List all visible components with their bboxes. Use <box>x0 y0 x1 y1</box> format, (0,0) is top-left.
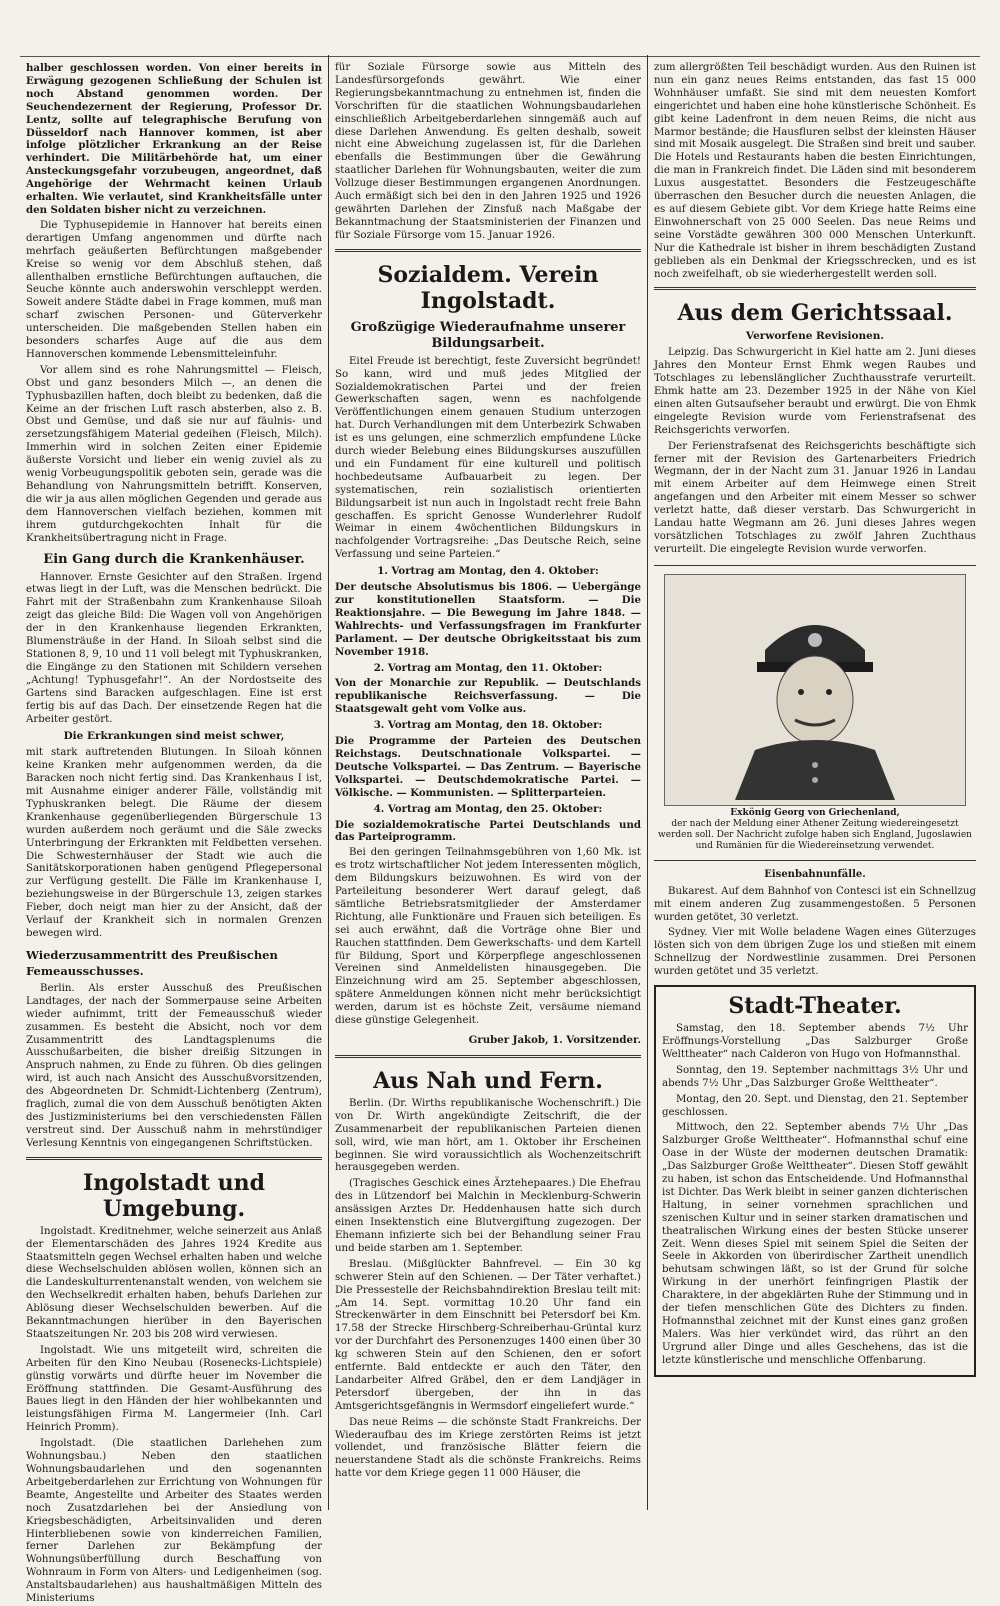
article-text: Leipzig. Das Schwurgericht in Kiel hatte am 2. Juni dieses Jahres den Monteur Ernst Ehmk wegen Raubes und Totschlages zu lebenslänglicher Zuchthausstrafe verurteilt. Ehmk hatte am 23. Dezember 1925 in der Nähe von Kiel einen alten Gutsaufseher beraubt und erwürgt. Die von Ehmk eingelegte Revision wurde vom Ferienstrafsenat des Reichsgerichts verworfen. <box>654 347 976 436</box>
article-text: Ingolstadt. Kreditnehmer, welche seinerzeit aus Anlaß der Elementarschäden des Jahres 1924 Kredite aus Staatsmitteln gegen Wechsel erhalten haben und welche diese Wechselschulden ablösen wollen, können sich an die Landeskulturrentenanstalt wenden, von welchem sie den Wechselkredit erhalten haben, behufs Darlehen zur Ablösung dieser Wechselschulden bewerben. Auf die Bekanntmachungen hierüber in den Bayerischen Staatszeitungen Nr. 203 bis 208 wird verwiesen. <box>26 1225 322 1340</box>
lecture-title: 4. Vortrag am Montag, den 25. Oktober: <box>373 802 603 815</box>
image-caption <box>654 808 976 852</box>
article-text: (Tragisches Geschick eines Ärztehepaares.) Die Ehefrau des in Lützendorf bei Malchin in Mecklenburg-Schwerin ansässigen Arztes Dr. Heddenhausen hatte sich durch einen Insektenstich eine Blutvergiftung zugezogen. Der Ehemann infizierte sich bei der Behandlung seiner Frau und beide starben am 1. September. <box>335 1178 641 1254</box>
section-heading: Ein Gang durch die Krankenhäuser. <box>43 551 305 567</box>
article-text: Ingolstadt. (Die staatlichen Darlehehen zum Wohnungsbau.) Neben den staatlichen Wohnungsbaudarlehen und den sogenannten Arbeitgeberdarlehen zur Errichtung von Wohnungen für Beamte, Angestellte und Arbeiter des Staates werden noch Zusatzdarlehen bei der Ansiedlung von Kriegsbeschädigten, Arbeitsinvaliden und deren Hinterbliebenen sowie von kinderreichen Familien, ferner Darlehen zur Bekämpfung der Wohnungsüberfüllung durch Beschaffung von Wohnraum in Form von Alters- und Ledigenheimen (sog. Anstaltsbaudarlehen) aus haushaltmäßigen Mitteln des Ministeriums <box>26 1438 322 1605</box>
divider <box>26 1157 322 1160</box>
subheading: Verworfene Revisionen. <box>745 330 885 343</box>
section-heading: Ingolstadt und Umgebung. <box>82 1169 266 1222</box>
divider <box>335 249 641 252</box>
article-text: Breslau. (Mißglückter Bahnfrevel. — Ein 30 kg schwerer Stein auf den Schienen. — Der Täter verhaftet.) Die Pressestelle der Reichsbahndirektion Breslau teilt mit: „Am 14. Sept. vormittag 10.20 Uhr fand ein Streckenwärter in dem Einschnitt bei Petersdorf bei Km. 17.58 der Strecke Hirschberg-Schreiberhau-Grüntal kurz vor der Durchfahrt des Personenzuges 1400 einen über 30 kg schweren Stein auf den Schienen, den er sofort entfernte. Bald entdeckte er auch den Täter, den Landarbeiter Alfred Gräbel, den er dem Landjäger in Petersdorf übergeben, der ihn in das Amtsgerichtsgefängnis in Wermsdorf eingeliefert wurde.“ <box>335 1258 641 1412</box>
portrait-image <box>664 574 966 806</box>
article-text: Eitel Freude ist berechtigt, feste Zuversicht begründet! So kann, wird und muß jedes Mitglied der Sozialdemokratischen Partei und der freien Gewerkschaften sagen, wenn es nachfolgende Veröffentlichungen einem genauen Studium unterzogen hat. Durch Verhandlungen mit dem Unterbezirk Schwaben ist es uns gelungen, eine schmerzlich empfundene Lücke durch wieder Belebung eines Bildungskurses auszufüllen und ein Fundament für eine kulturell und politisch hochbedeutsame Aufbauarbeit zu legen. Der systematischen, rein sozialistisch orientierten Bildungsarbeit ist nun auch in Ingolstadt recht freie Bahn geschaffen. Es spricht Genosse Wunderlehrer Rudolf Weimar in einem 4wöchentlichen Bildungskurs in nachfolgender Vortragsreihe: „Das Deutsche Reich, seine Verfassung und seine Parteien.“ <box>335 355 641 561</box>
article-text: Berlin. Als erster Ausschuß des Preußischen Landtages, der nach der Sommerpause seine Arbeiten wieder aufnimmt, tritt der Femeausschuß wieder zusammen. Es besteht die Absicht, noch vor dem Zusammentritt des Landtagsplenums die Ausschußarbeiten, die bisher dreißig Sitzungen in Anspruch nahmen, zu Ende zu führen. Ob dies gelingen wird, ist auch nach Ansicht des Ausschußvorsitzenden, des Abgeordneten Dr. Schmidt-Lichtenberg (Zentrum), fraglich, zumal die von dem Ausschuß benötigten Akten des Justizministeriums bei den verschiedensten Fällen verstreut sind. Der Ausschuß nahm in mehrstündiger Verlesung Kenntnis von eingegangenen Schriftstücken. <box>26 982 322 1149</box>
subheading: Großzügige Wiederaufnahme unserer Bildungsarbeit. <box>350 319 626 351</box>
lecture-title: 3. Vortrag am Montag, den 18. Oktober: <box>373 719 603 732</box>
theater-box <box>654 985 976 1377</box>
article-text: Das neue Reims — die schönste Stadt Frankreichs. Der Wiederaufbau des im Kriege zerstörten Reims ist jetzt vollendet, und französische Blätter feiern die neuerstandene Stadt als die schönste Frankreichs. Reims hatte vor dem Kriege gegen 11 000 Häuser, die <box>335 1416 641 1480</box>
divider <box>654 287 976 290</box>
lecture-text: Der deutsche Absolutismus bis 1806. — Uebergänge zur konstitutionellen Staatsform. — Die Reaktionsjahre. — Die Bewegung im Jahre 1848. — Wahlrechts- und Verfassungsfragen im Frankfurter Parlament. — Der deutsche Obrigkeitsstaat bis zum November 1918. <box>335 581 641 658</box>
caption-text: der nach der Meldung einer Athener Zeitung wiedereingesetzt werden soll. Der Nachricht zufolge haben sich England, Jugoslawien und Rumänien für die Wiedereinsetzung verwendet. <box>658 818 972 851</box>
divider <box>654 860 976 861</box>
subheading: Die Erkrankungen sind meist schwer, <box>63 730 285 743</box>
column-3 <box>654 62 976 1502</box>
lecture-text: Die sozialdemokratische Partei Deutschlands und das Parteiprogramm. <box>335 818 641 844</box>
article-text: halber geschlossen worden. Von einer bereits in Erwägung gezogenen Schließung der Schulen ist noch Abstand genommen worden. Der Seuchendezernent der Regierung, Professor Dr. Lentz, sollte auf telegraphische Berufung von Düsseldorf nach Hannover kommen, ist aber infolge plötzlicher Erkrankung an der Reise verhindert. Die Militärbehörde hat, um einer Ansteckungsgefahr vorzubeugen, angeordnet, daß Angehörige der Wehrmacht keinen Urlaub erhalten. Wie verlautet, sind Krankheitsfälle unter den Soldaten bisher nicht zu verzeichnen. <box>26 62 322 216</box>
article-text: Berlin. (Dr. Wirths republikanische Wochenschrift.) Die von Dr. Wirth angekündigte Zeitschrift, die der Zusammenarbeit der republikanischen Parteien dienen soll, wird, wie man hört, am 1. Oktober ihr Erscheinen beginnen. Sie wird voraussichtlich als Wochenzeitschrift herausgegeben werden. <box>335 1097 641 1174</box>
lecture-text: Von der Monarchie zur Republik. — Deutschlands republikanische Reichsverfassung. — Die Staatsgewalt geht vom Volke aus. <box>335 677 641 716</box>
box-title: Eisenbahnunfälle. <box>764 868 866 880</box>
article-text: für Soziale Fürsorge sowie aus Mitteln des Landesfürsorgefonds gewährt. Wie einer Regierungsbekanntmachung zu entnehmen ist, finden die Vorschriften für die staatlichen Wohnungsbaudarlehen einschließlich Arbeitgeberdarlehen sinngemäß auch auf diese Darlehen Anwendung. Es gelten deshalb, soweit nicht eine Abweichung zugelassen ist, für die Darlehen ebenfalls die Bestimmungen über die Gewährung staatlicher Darlehen für Wohnungsbauten, weiter die zum Vollzuge dieser Bestimmungen ergangenen Anordnungen. Auch ermäßigt sich bei den in den Jahren 1925 und 1926 gewährten Darlehen der Zinsfuß nach Maßgabe der Bekanntmachung der Staatsministerien der Finanzen und für Soziale Fürsorge vom 15. Januar 1926. <box>335 62 641 241</box>
article-text: Bukarest. Auf dem Bahnhof von Contesci ist ein Schnellzug mit einem anderen Zug zusammengestoßen. 5 Personen wurden getötet, 30 verletzt. <box>654 885 976 923</box>
divider <box>335 1055 641 1058</box>
theater-entry: Sonntag, den 19. September nachmittags 3½ Uhr und abends 7½ Uhr „Das Salzburger Große Welttheater“. <box>662 1064 968 1089</box>
column-divider <box>647 55 648 1510</box>
column-divider <box>328 55 329 1510</box>
article-text: Die Typhusepidemie in Hannover hat bereits einen derartigen Umfang angenommen und dürfte nach mehrfach geäußerten Befürchtungen maßgebender Kreise so wenig vor dem Abschluß stehen, daß allenthalben ernstliche Befürchtungen auftauchen, die Seuche könnte auch anderswohin verschleppt werden. Soweit andere Städte dabei in Frage kommen, muß man scharf zwischen Personen- und Güterverkehr unterscheiden. Die maßgebenden Stellen haben ein besonders scharfes Auge auf die aus dem Hannoverschen kommende Lebensmitteleinfuhr. <box>26 219 322 360</box>
section-heading: Aus Nah und Fern. <box>373 1067 603 1094</box>
article-text: Ingolstadt. Wie uns mitgeteilt wird, schreiten die Arbeiten für den Kino Neubau (Rosenecks-Lichtspiele) günstig vorwärts und dürfte heuer im November die Eröffnung stattfinden. Die Gesamt-Ausführung des Baues liegt in den Händen der hier wohlbekannten und leistungsfähigen Firma M. Langermeier (Inh. Carl Heinrich Promm). <box>26 1344 322 1434</box>
section-heading: Aus dem Gerichtssaal. <box>677 300 953 327</box>
section-heading: Wiederzusammentritt des Preußischen Femeausschusses. <box>26 947 278 978</box>
divider <box>654 565 976 566</box>
section-heading: Stadt-Theater. <box>728 993 902 1020</box>
theater-entry: Samstag, den 18. September abends 7½ Uhr Eröffnungs-Vorstellung „Das Salzburger Große Welttheater“ nach Calderon von Hugo von Hofmannsthal. <box>662 1023 968 1060</box>
lecture-title: 2. Vortrag am Montag, den 11. Oktober: <box>373 661 603 674</box>
portrait-illustration <box>695 580 935 800</box>
theater-entry: Montag, den 20. Sept. und Dienstag, den 21. September geschlossen. <box>662 1093 968 1118</box>
article-text: Sydney. Vier mit Wolle beladene Wagen eines Güterzuges lösten sich von dem übrigen Zuge los und stießen mit einem Schnellzug der Nordwestlinie zusammen. Drei Personen wurden getötet und 35 verletzt. <box>654 927 976 978</box>
article-text: zum allergrößten Teil beschädigt wurden. Aus den Ruinen ist nun ein ganz neues Reims entstanden, das fast 15 000 Wohnhäuser umfaßt. Sie sind mit dem neuesten Komfort eingerichtet und haben eine hohe künstlerische Schönheit. Es gibt keine Ladenfront in dem neuen Reims, die nicht aus Marmor bestände; die Hausfluren selbst der kleinsten Häuser sind mit Mosaik ausgelegt. Die Straßen sind breit und sauber. Die Hotels und Restaurants haben die besten Einrichtungen, die man in Frankreich findet. Die Läden sind mit besonderem Luxus ausgestattet. Besonders die Festzeugeschäfte überraschen den Besucher durch die neuesten Anlagen, die es auf diesem Gebiete gibt. Vor dem Kriege hatte Reims eine Einwohnerschaft von 25 000 Seelen. Das neue Reims und seine Vorstädte gewähren 300 000 Menschen Unterkunft. Nur die Kathedrale ist bisher in ihrem beschädigten Zustand geblieben als ein Denkmal der Kriegsschrecken, und es ist noch zweifelhaft, ob sie wiederhergestellt werden soll. <box>654 62 976 280</box>
article-text: Hannover. Ernste Gesichter auf den Straßen. Irgend etwas liegt in der Luft, was die Menschen bedrückt. Die Fahrt mit der Straßenbahn zum Krankenhause Siloah zeigt das gleiche Bild: Die Wagen voll von Angehörigen der in den Krankenhause liegenden Erkrankten, Blumensträuße in der Hand. In Siloah selbst sind die Stationen 8, 9, 10 und 11 voll belegt mit Typhuskranken, die Eingänge zu den Stationen mit Schildern versehen „Achtung! Typhusgefahr!“. An der Nordostseite des Gartens sind Baracken aufgeschlagen. Eine ist erst fertig bis auf das Dach. Der einsetzende Regen hat die Arbeiter gestört. <box>26 571 322 725</box>
column-2 <box>335 62 641 1502</box>
article-text: Der Ferienstrafsenat des Reichsgerichts beschäftigte sich ferner mit der Revision des Gartenarbeiters Friedrich Wegmann, der in der Nacht zum 31. Januar 1926 in Landau mit einem Arbeiter auf dem Heimwege einen Streit angefangen und den Arbeiter mit einem Messer so schwer verletzt hatte, daß dieser verstarb. Das Schwurgericht in Landau hatte Wegmann am 26. Juni dieses Jahres wegen vorsätzlichen Totschlages zu zwölf Jahren Zuchthaus verurteilt. Die eingelegte Revision wurde verworfen. <box>654 440 976 555</box>
article-text: Vor allem sind es rohe Nahrungsmittel — Fleisch, Obst und ganz besonders Milch —, an denen die Typhusbazillen haften, doch bleibt zu bedenken, daß die Keime an der frischen Luft rasch absterben, also z. B. Obst und Gemüse, und daß sie nur auf fäulnis- und zersetzungsfähigem Material gedeihen (Fleisch, Milch). Immerhin wird in solchen Zeiten einer Epidemie äußerste Vorsicht und lieber ein wenig zuviel als zu wenig Vorbeugungspolitik geboten sein, gerade was die Behandlung von Nahrungsmitteln betrifft. Konserven, die wir ja aus allen möglichen Gegenden und gerade aus dem Hannoverschen vielfach beziehen, kommen mit ihrem gutdurchgekochten Inhalt für die Krankheitsübertragung nicht in Frage. <box>26 364 322 544</box>
lecture-text: Die Programme der Parteien des Deutschen Reichstags. Deutschnationale Volkspartei. — Deutsche Volkspartei. — Das Zentrum. — Bayerische Volkspartei. — Deutschdemokratische Partei. — Völkische. — Kommunisten. — Splitterparteien. <box>335 735 641 799</box>
theater-entry: Mittwoch, den 22. September abends 7½ Uhr „Das Salzburger Große Welttheater“. Hofmannsthal schuf eine Oase in der Wüste der modernen deutschen Dramatik: „Das Salzburger Große Welttheater“. Diesen Stoff gewählt zu haben, ist schon das Entscheidende. Und Hofmannsthal ist Dichter. Das Werk bleibt in seiner ganzen dichterischen Haltung, in seiner vornehmen sprachlichen und szenischen Kultur und in seiner starken dramatischen und theatralischen Wirkung eines der besten Stücke unserer Zeit. Wenn dieses Spiel mit seinem Spiel die Seiten der Seele in Akkorden von überirdischer Zartheit unendlich behutsam schwingen läßt, so ist der Grund für solche Wirkung in der unerhört feinfingrigen Plastik der Charaktere, in der abgeklärten Ruhe der Stimmung und in der tiefen menschlichen Güte des Dichters zu finden. Hofmannsthal zeichnet mit der Kunst eines ganz großen Malers. Was hier verkündet wird, das rührt an den Urgrund aller Dinge und alles Geschehens, das ist die letzte künstlerische und menschliche Offenbarung. <box>662 1122 968 1366</box>
caption-title: Exkönig Georg von Griechenland, <box>730 807 900 818</box>
column-1 <box>26 62 322 1605</box>
article-text: Bei den geringen Teilnahmsgebühren von 1,60 Mk. ist es trotz wirtschaftlicher Not jedem Interessenten möglich, dem Bildungskurs beizuwohnen. Es wird von der Parteileitung besonderer Wert darauf gelegt, daß sämtliche Betriebsratsmitglieder der Amsterdamer Richtung, alle Funktionäre und Frauen sich beteiligen. Es sei auch erwähnt, daß die Vorträge ohne Bier und Rauchen stattfinden. Dem Gewerkschafts- und dem Kartell für Bildung, Sport und Körperpflege angeschlossenen Vereinen sind Anmeldelisten hinausgegeben. Die Einzeichnung wird am 25. September abgeschlossen, spätere Anmeldungen können nicht mehr berücksichtigt werden, darum ist es höchste Zeit, versäume niemand diese günstige Gelegenheit. <box>335 847 641 1027</box>
article-text: mit stark auftretenden Blutungen. In Siloah können keine Kranken mehr aufgenommen werden, da die Baracken noch nicht fertig sind. Das Krankenhaus I ist, mit Ausnahme einiger anderer Fälle, vollständig mit Typhuskranken belegt. Die Räume der diesem Krankenhause gegenüberliegenden Bürgerschule 13 wurden außerdem noch geräumt und die Säle zwecks Unterbringung der Erkrankten mit Feldbetten versehen. Die Schwesternhäuser der Stadt wie auch die Sanitätskorporationen haben genügend Pflegepersonal zur Verfügung gestellt. Die Fälle im Krankenhause I, beziehungsweise in der Bürgerschule 13, zeigen starkes Fieber, doch neigt man hier zu der Ansicht, daß der Verlauf der Krankheit sich in normalen Grenzen bewegen wird. <box>26 747 322 939</box>
section-heading: Sozialdem. Verein Ingolstadt. <box>377 261 599 314</box>
signature: Gruber Jakob, 1. Vorsitzender. <box>468 1034 641 1046</box>
lecture-title: 1. Vortrag am Montag, den 4. Oktober: <box>377 565 599 578</box>
top-rule <box>20 56 980 57</box>
